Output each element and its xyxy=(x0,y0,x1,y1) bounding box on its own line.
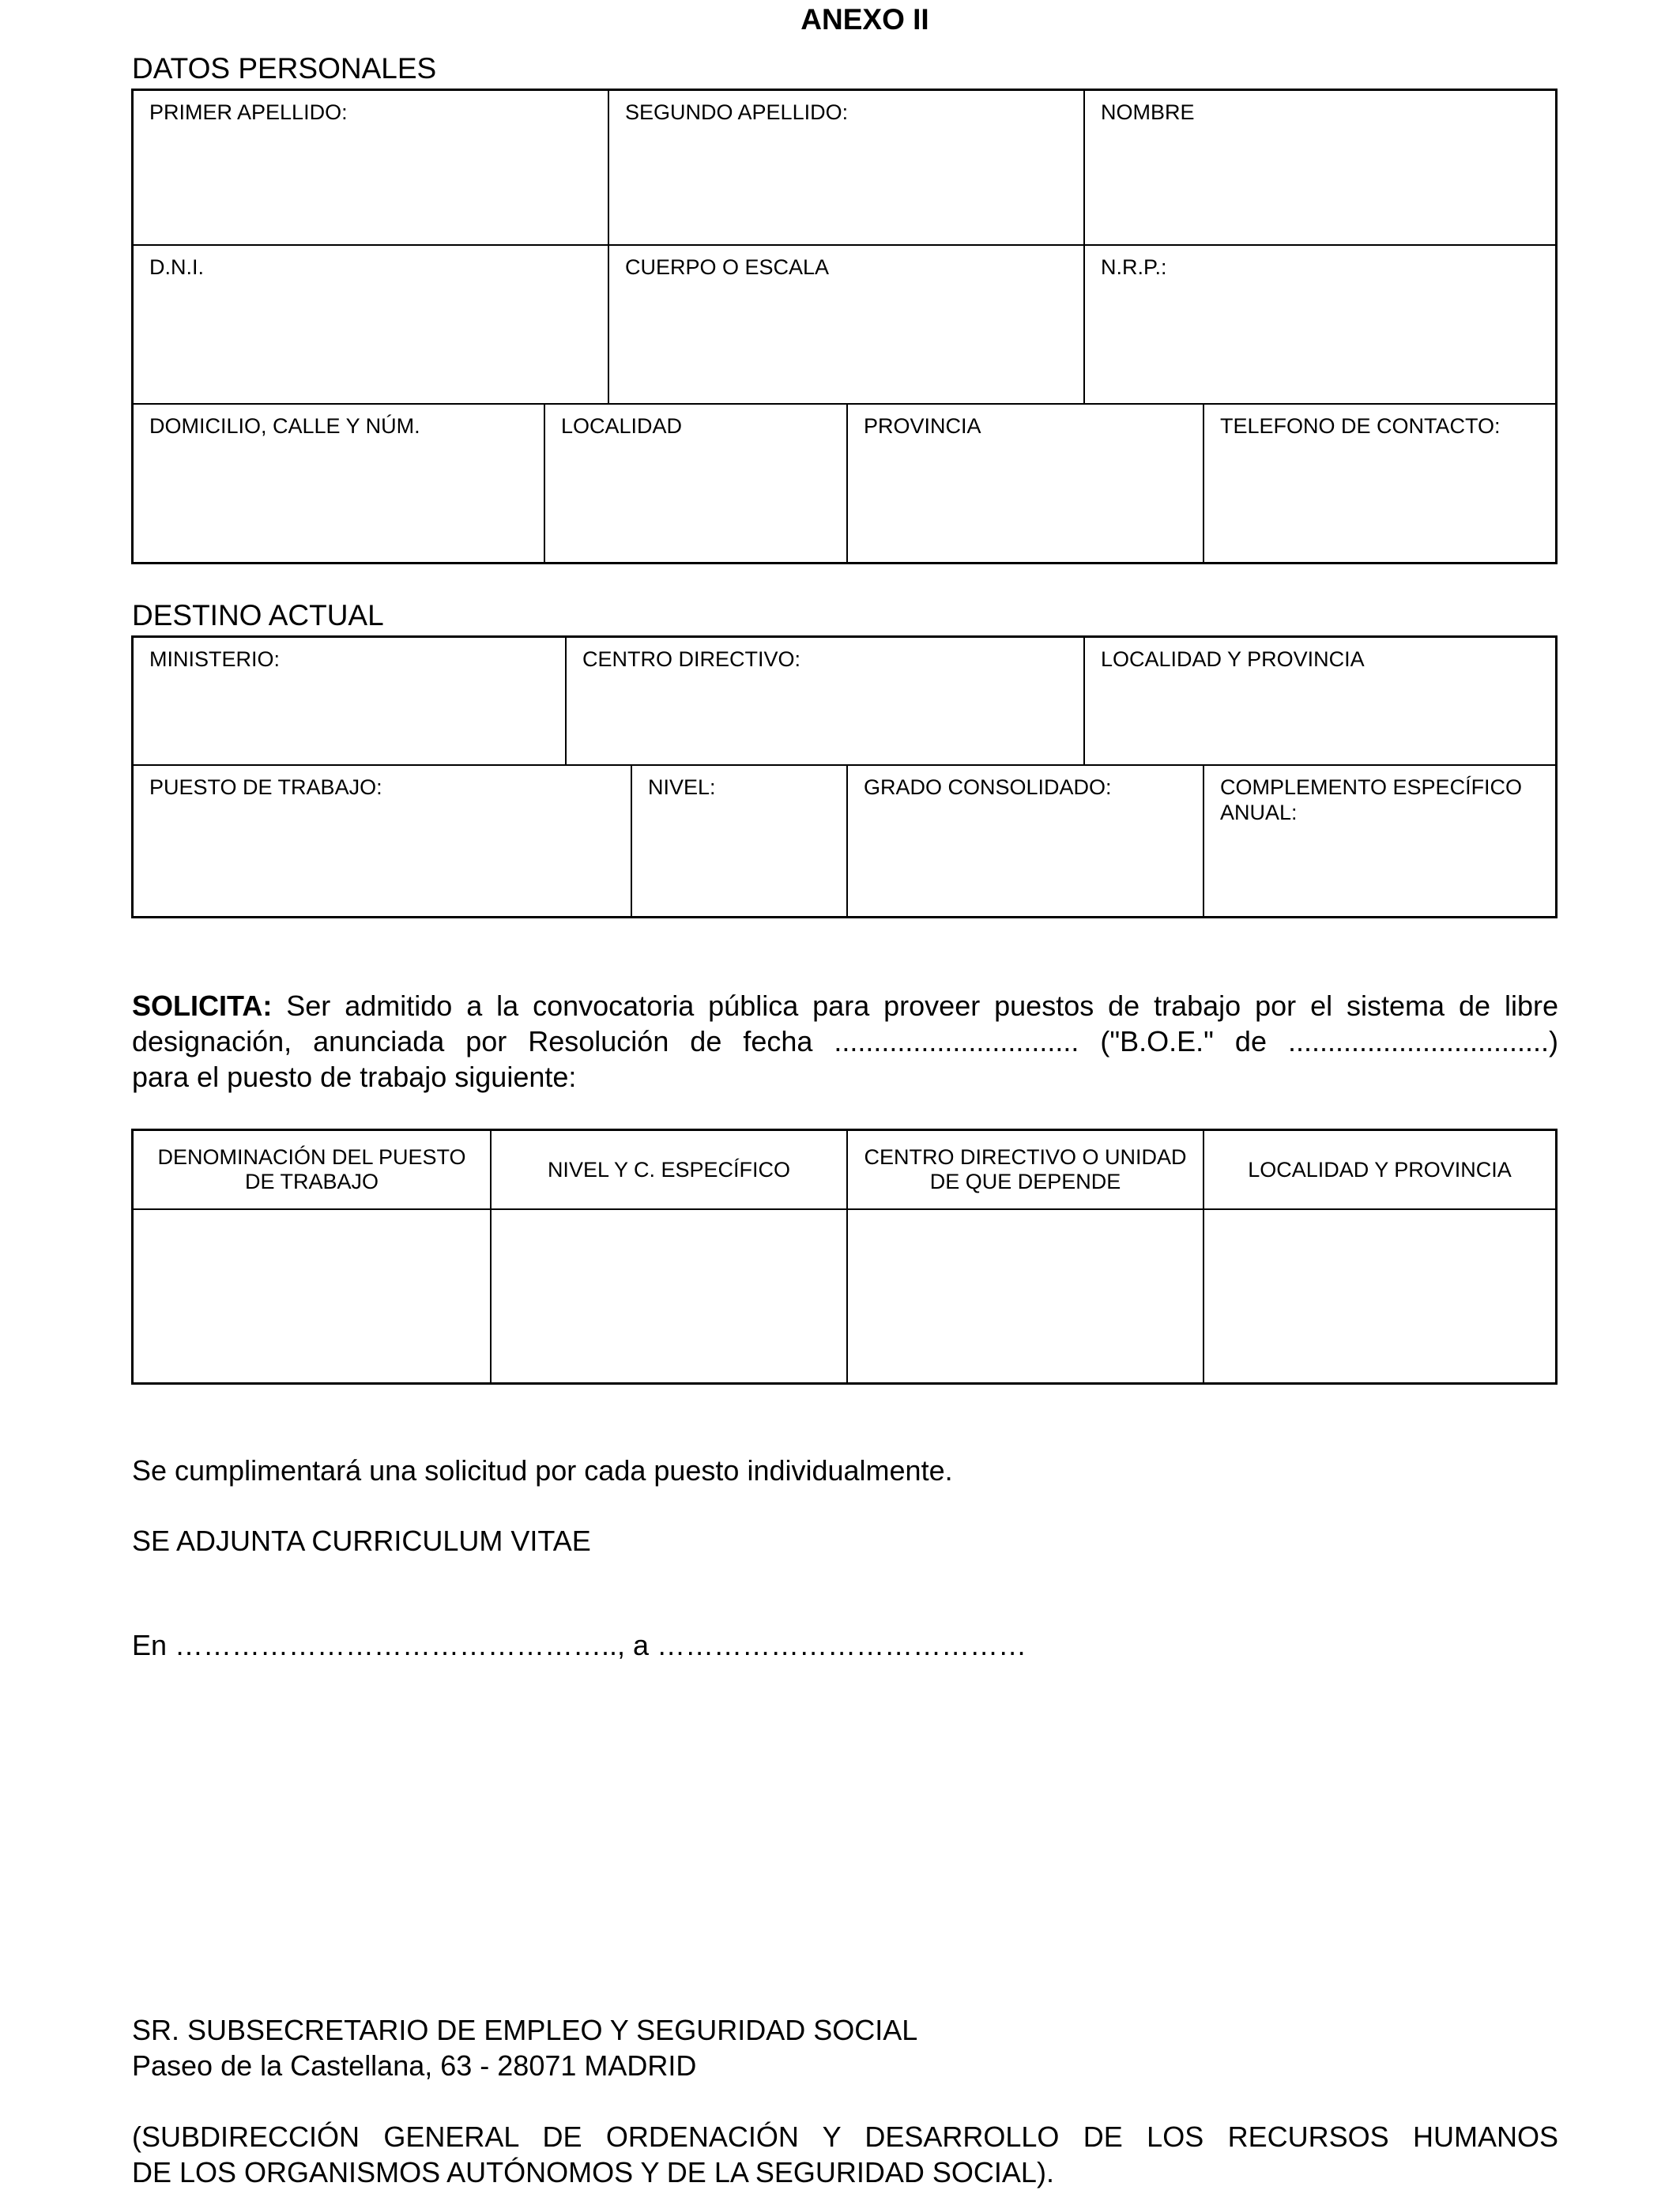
field-complemento-especifico[interactable]: COMPLEMENTO ESPECÍFICO ANUAL: xyxy=(1203,766,1555,916)
solicita-paragraph xyxy=(132,988,1558,1095)
table-row xyxy=(134,638,1555,764)
page-title: ANEXO II xyxy=(800,3,929,36)
input-localidad-provincia[interactable] xyxy=(1203,1210,1555,1382)
footer-paragraph xyxy=(132,2119,1558,2190)
puesto-solicitado-table xyxy=(131,1129,1558,1385)
table-row xyxy=(134,764,1555,916)
addressee-line-1: SR. SUBSECRETARIO DE EMPLEO Y SEGURIDAD SOCIAL xyxy=(132,2014,918,2046)
addressee-line-2: Paseo de la Castellana, 63 - 28071 MADRID xyxy=(132,2049,697,2082)
datos-personales-table xyxy=(131,89,1558,564)
input-denominacion[interactable] xyxy=(134,1210,490,1382)
field-ministerio[interactable]: MINISTERIO: xyxy=(149,647,281,671)
field-domicilio[interactable]: DOMICILIO, CALLE Y NÚM. xyxy=(149,414,420,438)
field-segundo-apellido[interactable]: SEGUNDO APELLIDO: xyxy=(608,91,1083,244)
field-cuerpo-escala[interactable]: CUERPO O ESCALA xyxy=(608,246,1083,405)
field-primer-apellido[interactable]: PRIMER APELLIDO: xyxy=(149,100,348,124)
input-centro-directivo[interactable] xyxy=(846,1210,1203,1382)
column-header-centro-directivo: CENTRO DIRECTIVO O UNIDAD DE QUE DEPENDE xyxy=(846,1131,1203,1208)
table-row xyxy=(134,244,1555,405)
field-nombre[interactable]: NOMBRE xyxy=(1083,91,1555,244)
table-row xyxy=(134,91,1555,244)
solicita-line-1 xyxy=(132,988,1558,1023)
field-puesto-trabajo[interactable]: PUESTO DE TRABAJO: xyxy=(149,775,382,799)
input-nivel-especifico[interactable] xyxy=(490,1210,846,1382)
field-localidad[interactable]: LOCALIDAD xyxy=(544,405,846,562)
solicita-text: Ser admitido a la convocatoria pública para proveer puestos de trabajo por el sistema de libre xyxy=(286,990,1558,1022)
section-heading-destino-actual: DESTINO ACTUAL xyxy=(132,599,384,631)
attach-text: SE ADJUNTA CURRICULUM VITAE xyxy=(132,1525,591,1557)
table-row xyxy=(134,403,1555,562)
solicita-line-3: para el puesto de trabajo siguiente: xyxy=(132,1061,577,1093)
section-heading-datos-personales: DATOS PERSONALES xyxy=(132,52,437,85)
solicita-line-2: designación, anunciada por Resolución de fecha ............................... ("B.O.E." de .................................) xyxy=(132,1025,1558,1057)
field-nrp[interactable]: N.R.P.: xyxy=(1083,246,1555,405)
table-header-row xyxy=(134,1131,1555,1208)
column-header-denominacion: DENOMINACIÓN DEL PUESTO DE TRABAJO xyxy=(157,1145,466,1193)
column-header-nivel: NIVEL Y C. ESPECÍFICO xyxy=(490,1131,846,1208)
footer-line-1: (SUBDIRECCIÓN GENERAL DE ORDENACIÓN Y DESARROLLO DE LOS RECURSOS HUMANOS xyxy=(132,2120,1558,2153)
footer-line-2: DE LOS ORGANISMOS AUTÓNOMOS Y DE LA SEGURIDAD SOCIAL). xyxy=(132,2156,1054,2188)
field-localidad-provincia[interactable]: LOCALIDAD Y PROVINCIA xyxy=(1083,638,1555,764)
note-text: Se cumplimentará una solicitud por cada puesto individualmente. xyxy=(132,1454,953,1487)
place-date-line[interactable]: En ……………………………………….., a ………………………………… xyxy=(132,1629,1027,1661)
solicita-label: SOLICITA: xyxy=(132,990,273,1022)
field-provincia[interactable]: PROVINCIA xyxy=(846,405,1203,562)
field-grado-consolidado[interactable]: GRADO CONSOLIDADO: xyxy=(846,766,1203,916)
column-header-localidad-provincia: LOCALIDAD Y PROVINCIA xyxy=(1203,1131,1555,1208)
field-centro-directivo[interactable]: CENTRO DIRECTIVO: xyxy=(565,638,1083,764)
destino-actual-table xyxy=(131,635,1558,918)
field-telefono[interactable]: TELEFONO DE CONTACTO: xyxy=(1203,405,1555,562)
field-nivel[interactable]: NIVEL: xyxy=(631,766,846,916)
table-row xyxy=(134,1208,1555,1382)
field-dni[interactable]: D.N.I. xyxy=(149,255,205,279)
